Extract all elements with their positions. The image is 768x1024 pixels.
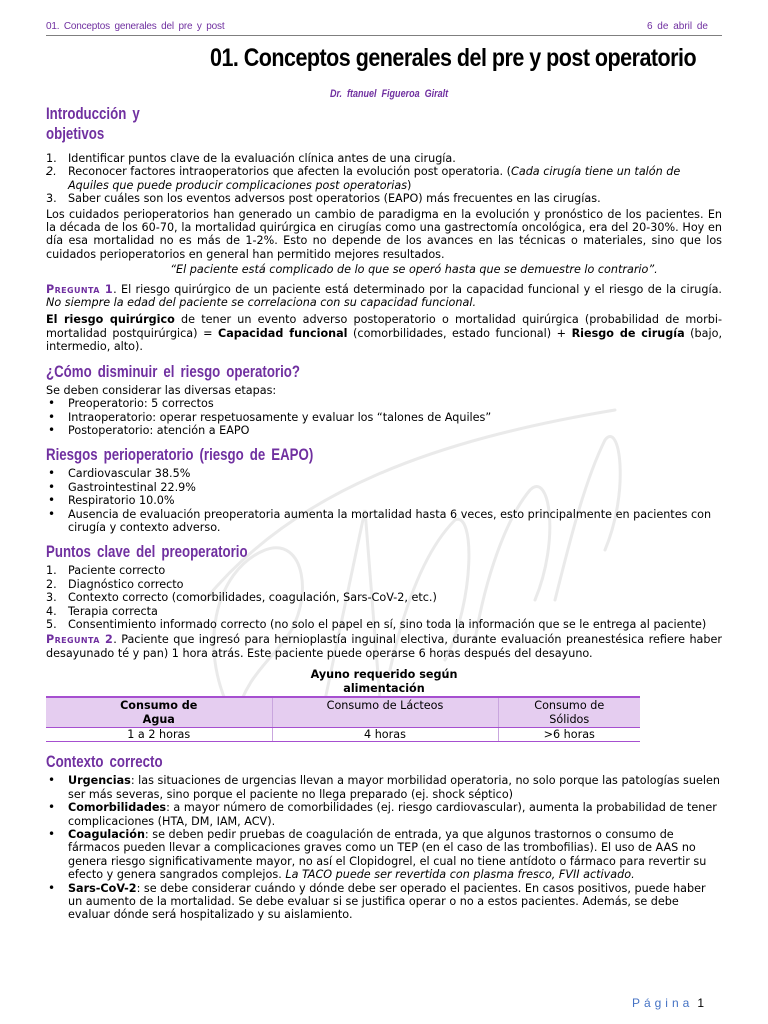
table-header-cell: Consumo de Lácteos bbox=[272, 697, 498, 727]
list-item: • Preoperatorio: 5 correctos bbox=[46, 397, 722, 410]
section-heading-key-points: Puntos clave del preoperatorio bbox=[46, 542, 248, 562]
page-number: 1 bbox=[697, 995, 704, 1010]
question-2-label: Pregunta 2 bbox=[46, 633, 114, 647]
reduce-lead: Se deben considerar las diversas etapas: bbox=[46, 383, 277, 397]
fasting-table-title: Ayuno requerido según alimentación bbox=[310, 668, 458, 695]
key-points-list bbox=[46, 564, 722, 631]
table-header-row bbox=[46, 697, 640, 727]
list-item: • Coagulación: se deben pedir pruebas de coagulación de entrada, ya que algunos trastornos o consumo de fármacos pueden llevar a complicaciones graves como un TEP (en el caso de las trombofilias). El uso de AAS no genera riesgo significativamente mayor, no así el Clopidogrel, el cual no tiene antídoto o fármaco para revertir su efecto y genera sangrados complejos. La TACO puede ser revertida con plasma fresco, FVII activado. bbox=[46, 828, 722, 882]
document-body bbox=[46, 104, 722, 922]
objectives-list bbox=[46, 152, 722, 206]
running-header-date: 6 de abril de bbox=[646, 21, 708, 32]
list-item: 3. Saber cuáles son los eventos adversos post operatorios (EAPO) más frecuentes en las cirugías. bbox=[46, 192, 601, 206]
list-item: • Respiratorio 10.0% bbox=[46, 494, 722, 507]
list-item: • Intraoperatorio: operar respetuosamente y evaluar los “talones de Aquiles” bbox=[46, 411, 722, 424]
intro-paragraph: Los cuidados perioperatorios han generado un cambio de paradigma en la evolución y pronóstico de los pacientes. En la década de los 60-70, la mortalidad quirúrgica en cirugías como una gastrectomía oncológica, era del 20-30%. Hoy en día esa mortalidad no es más de 1-2%. Esto no depende de los avances en las técnicas o materiales, sino que los cuidados perioperatorios en general han permitido mejores resultados. bbox=[46, 207, 722, 261]
section-heading-reduce-risk: ¿Cómo disminuir el riesgo operatorio? bbox=[46, 361, 300, 381]
list-item: 2. Diagnóstico correcto bbox=[46, 577, 184, 591]
list-item: • Sars-CoV-2: se debe considerar cuándo y dónde debe ser operado el pacientes. En casos positivos, puede haber un aumento de la mortalidad. Se debe evaluar si se justifica operar o no a estos pacientes. Además, se debe evaluar dónde será hospitalizado y su aislamiento. bbox=[46, 882, 722, 922]
table-cell: 1 a 2 horas bbox=[46, 728, 272, 742]
table-header-cell: Consumo de Agua bbox=[46, 697, 272, 727]
question-1-label: Pregunta 1 bbox=[46, 282, 114, 296]
list-item: • Cardiovascular 38.5% bbox=[46, 467, 722, 480]
list-item: • Urgencias: las situaciones de urgencias llevan a mayor morbilidad operatoria, no solo porque las patologías suelen ser más severas, sino porque el paciente no llega preparado (ej. shock séptico) bbox=[46, 774, 722, 801]
list-item: 1. Identificar puntos clave de la evaluación clínica antes de una cirugía. bbox=[46, 152, 456, 165]
table-row bbox=[46, 728, 640, 742]
table-cell: 4 horas bbox=[272, 728, 498, 742]
question-2: Pregunta 2. Paciente que ingresó para hernioplastía inguinal electiva, durante evaluación preanestésica refiere haber desayunado té y pan) 1 hora atrás. Este paciente puede operarse 6 horas después del desayuno. bbox=[46, 633, 722, 660]
intro-quote: “El paciente está complicado de lo que se operó hasta que se demuestre lo contrario”. bbox=[170, 263, 658, 277]
document-author: Dr. ftanuel Figueroa Giralt bbox=[330, 88, 449, 100]
table-header-cell: Consumo de Sólidos bbox=[498, 697, 640, 727]
document-title: 01. Conceptos generales del pre y post operatorio bbox=[210, 44, 697, 72]
list-item: • Gastrointestinal 22.9% bbox=[46, 481, 722, 494]
section-heading-intro: Introducción y objetivos bbox=[46, 104, 140, 143]
surgical-risk-definition: El riesgo quirúrgico de tener un evento adverso postoperatorio o mortalidad quirúrgica (probabilidad de morbi-mortalidad postquirúrgica) = Capacidad funcional (comorbilidades, estado funcional) + Riesgo de cirugía (bajo, intermedio, alto). bbox=[46, 313, 723, 354]
context-list bbox=[46, 774, 722, 921]
question-1: Pregunta 1. El riesgo quirúrgico de un paciente está determinado por la capacidad funcional y el riesgo de la cirugía. No siempre la edad del paciente se correlaciona con su capacidad funcional. bbox=[46, 282, 722, 310]
list-item: 4. Terapia correcta bbox=[46, 604, 158, 618]
page-footer bbox=[632, 997, 704, 1010]
header-divider bbox=[46, 35, 722, 36]
table-cell: >6 horas bbox=[498, 728, 640, 742]
page-label: Página bbox=[631, 995, 694, 1010]
list-item: 3. Contexto correcto (comorbilidades, coagulación, Sars-CoV-2, etc.) bbox=[46, 591, 437, 605]
list-item: 2. Reconocer factores intraoperatorios que afecten la evolución post operatoria. (Cada cirugía tiene un talón de Aquiles que puede producir complicaciones post operatorias) bbox=[46, 165, 681, 192]
section-heading-perioperative-risks: Riesgos perioperatorio (riesgo de EAPO) bbox=[46, 445, 314, 465]
risks-list bbox=[46, 467, 722, 534]
list-item: • Comorbilidades: a mayor número de comorbilidades (ej. riesgo cardiovascular), aumenta la probabilidad de tener complicaciones (HTA, DM, IAM, ACV). bbox=[46, 801, 722, 828]
list-item: • Ausencia de evaluación preoperatoria aumenta la mortalidad hasta 6 veces, esto principalmente en pacientes con cirugía y contexto adverso. bbox=[46, 508, 722, 535]
list-item: 5. Consentimiento informado correcto (no solo el papel en sí, sino toda la información que se le entrega al paciente) bbox=[46, 617, 707, 631]
list-item: • Postoperatorio: atención a EAPO bbox=[46, 424, 722, 437]
section-heading-context: Contexto correcto bbox=[46, 752, 163, 772]
running-header-title: 01. Conceptos generales del pre y post bbox=[46, 21, 225, 32]
stages-list bbox=[46, 397, 722, 437]
running-header bbox=[46, 20, 708, 34]
fasting-table bbox=[46, 696, 640, 742]
list-item: 1. Paciente correcto bbox=[46, 564, 166, 578]
